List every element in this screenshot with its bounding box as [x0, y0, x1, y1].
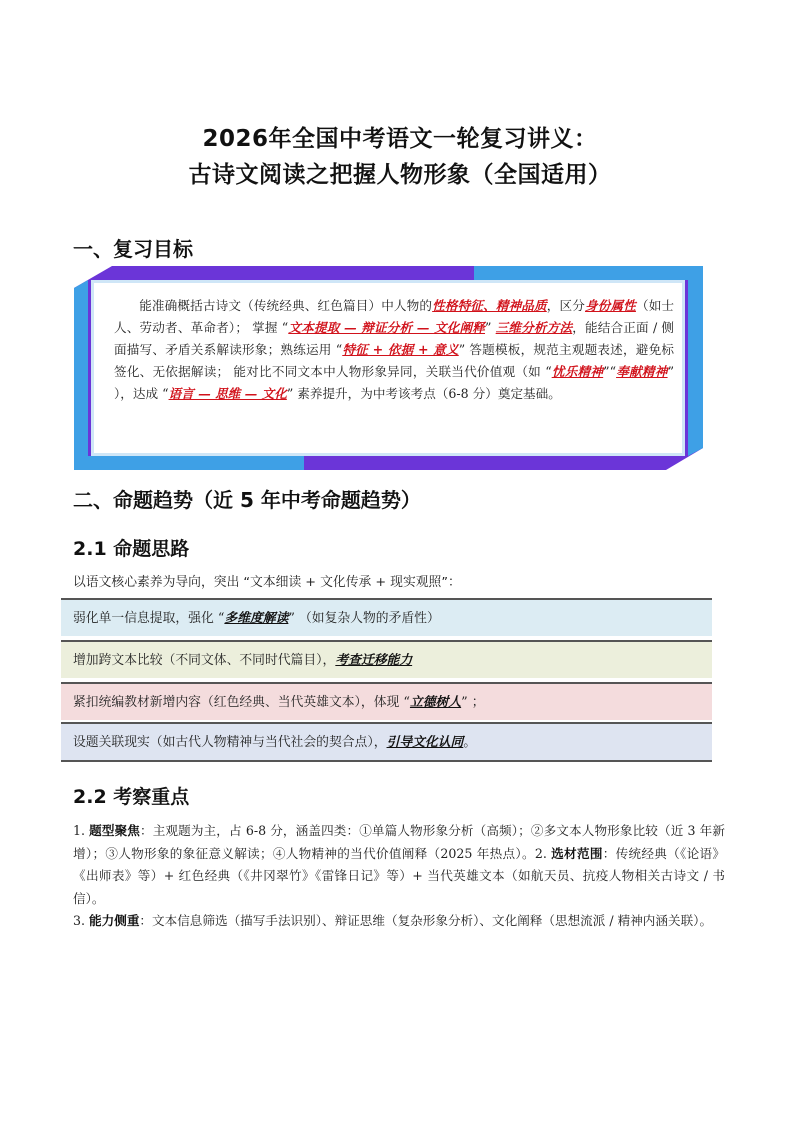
focus-item-3-label: 能力侧重	[89, 913, 140, 928]
goal-emphasis-identity: 身份属性	[585, 298, 636, 313]
trend-bar-3-pre: 紧扣统编教材新增内容（红色经典、当代英雄文本），体现 “	[73, 695, 410, 710]
goal-text-6: ” 答题模板，规范主观题表述，避免标签化、无依据解读； 能对比不同文本中人物形象异同，关联当代价值观（如 “	[114, 342, 674, 379]
goal-emphasis-youle: 忧乐精神	[551, 364, 604, 379]
goal-emphasis-traits: 性格特征、精神品质	[432, 298, 547, 313]
focus-item-3-number: 3.	[73, 913, 90, 928]
focus-item-3-text: ：文本信息筛选（描写手法识别）、辩证思维（复杂形象分析）、文化阐释（思想流派 / 精神内涵关联）。	[139, 913, 713, 928]
goal-text-1: 能准确概括古诗文（传统经典、红色篇目）中人物的	[139, 298, 433, 313]
goal-text-8: ” ），达成 “	[114, 364, 675, 401]
section-heading-goals: 一、复习目标	[73, 237, 193, 261]
trend-bar-2-emphasis: 考查迁移能力	[335, 653, 413, 668]
focus-paragraph	[73, 820, 725, 933]
goal-text-7: ”“	[603, 364, 617, 379]
goal-emphasis-literacy: 语言 — 思维 — 文化	[168, 386, 287, 401]
trend-bar-3-emphasis: 立德树人	[409, 695, 462, 710]
trend-bar-1	[61, 598, 712, 636]
goal-paragraph	[114, 295, 674, 405]
goal-text-5: ，能结合正面 / 侧面描写、矛盾关系解读形象；熟练运用 “	[114, 320, 675, 357]
focus-item-2-label: 选材范围	[551, 845, 603, 861]
trend-bar-1-post: ” （如复杂人物的矛盾性）	[288, 611, 440, 626]
document-title-line2: 古诗文阅读之把握人物形象（全国适用）	[188, 162, 612, 188]
subsection-heading-approach: 2.1 命题思路	[73, 538, 190, 560]
section-heading-trends: 二、命题趋势（近 5 年中考命题趋势）	[73, 488, 421, 512]
focus-item-1-number: 1.	[73, 823, 90, 838]
goal-emphasis-template: 特征 + 依据 + 意义	[342, 342, 459, 357]
trend-bar-2-pre: 增加跨文本比较（不同文体、不同时代篇目），	[73, 653, 336, 668]
approach-intro: 以语文核心素养为导向，突出 “文本细读 + 文化传承 + 现实观照”：	[73, 575, 461, 590]
goal-text-9: ” 素养提升，为中考该考点（6-8 分）奠定基础。	[286, 386, 561, 401]
focus-item-1-label: 题型聚焦	[89, 823, 140, 838]
goal-emphasis-3d-method: 三维分析方法	[495, 320, 573, 335]
subsection-heading-focus: 2.2 考察重点	[73, 786, 190, 808]
goal-text-3: （如士人、劳动者、革命者）； 掌握 “	[114, 298, 675, 335]
trend-bar-4	[61, 722, 712, 762]
goal-emphasis-method-chain: 文本提取 — 辩证分析 — 文化阐释	[288, 320, 486, 335]
trend-bar-1-emphasis: 多维度解读	[224, 611, 289, 626]
trend-bar-3	[61, 682, 712, 720]
trend-bar-4-post: 。	[463, 735, 477, 750]
focus-item-2-number: 2.	[534, 845, 552, 861]
goal-text-2: ，区分	[546, 298, 585, 313]
goal-text-4: ”	[485, 320, 496, 335]
focus-item-2-text: ：传统经典（《论语》《出师表》等）+ 红色经典（《井冈翠竹》《雷锋日记》等）+ 当代英雄文本（如航天员、抗疫人物相关古诗文 / 书信）。	[73, 845, 725, 906]
trend-bar-1-pre: 弱化单一信息提取，强化 “	[73, 611, 225, 626]
trend-bar-3-post: ” ；	[461, 695, 485, 710]
trend-bar-4-emphasis: 引导文化认同	[386, 735, 464, 750]
focus-item-1-text: ：主观题为主，占 6-8 分，涵盖四类：①单篇人物形象分析（高频）；②多文本人物形象比较（近 3 年新增）；③人物形象的象征意义解读；④人物精神的当代价值阐释（2025 年热点）。	[73, 823, 725, 861]
trend-bar-4-pre: 设题关联现实（如古代人物精神与当代社会的契合点），	[73, 735, 387, 750]
trend-bar-2	[61, 640, 712, 678]
goal-emphasis-fengxian: 奉献精神	[616, 364, 668, 379]
document-title-line1: 2026年全国中考语文一轮复习讲义：	[202, 126, 598, 152]
